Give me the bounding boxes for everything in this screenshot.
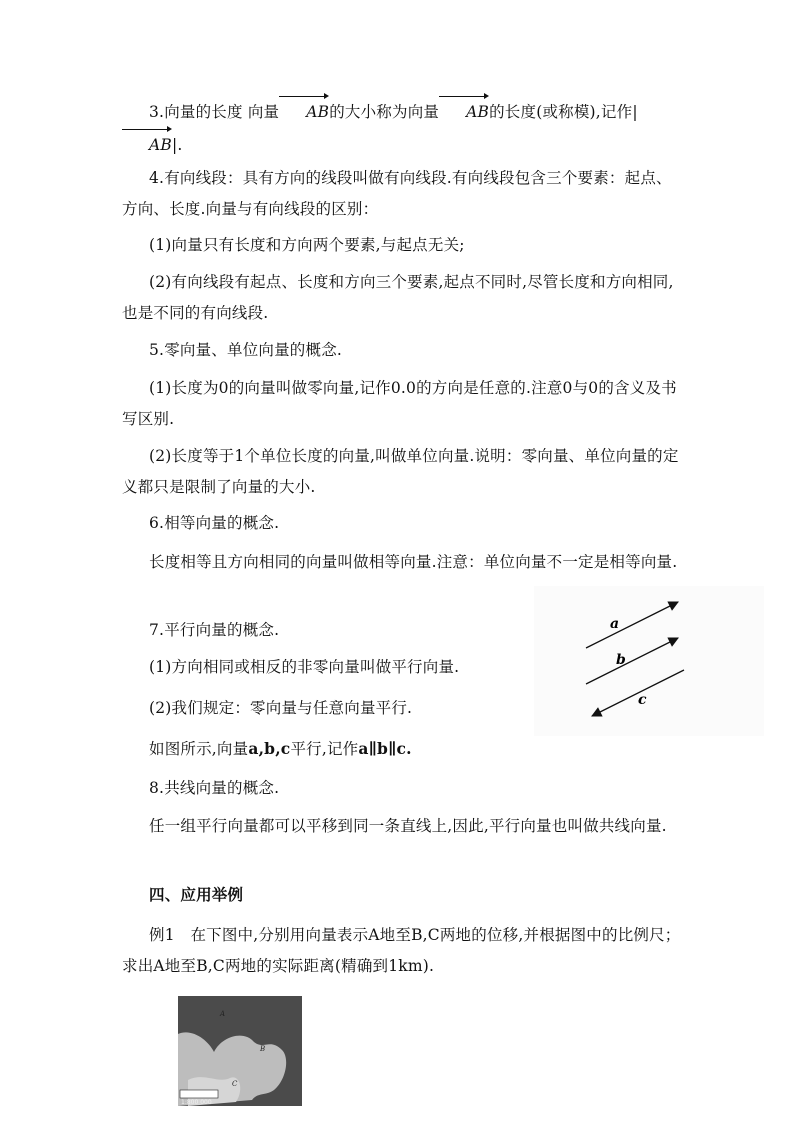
vector-ab: AB [279, 95, 329, 128]
map-scale-text: 1:800 000 [181, 1099, 212, 1106]
paragraph-zero-unit-title: 5.零向量、单位向量的概念. [149, 341, 343, 359]
paragraph-parallel-def: (1)方向相同或相反的非零向量叫做平行向量. [149, 658, 460, 676]
text: 3.向量的长度 向量 [149, 103, 280, 121]
vector-c-label: c [638, 692, 647, 708]
paragraph-equal-title: 6.相等向量的概念. [149, 514, 280, 532]
vector-b-label: b [616, 652, 626, 668]
paragraph-collinear-def: 任一组平行向量都可以平移到同一条直线上,因此,平行向量也叫做共线向量. [149, 817, 667, 835]
vector-a-label: a [610, 616, 620, 632]
paragraph-example-1: 例1 在下图中,分别用向量表示A地至B,C两地的位移,并根据图中的比例尺；求出A地至B,C两地的实际距离(精确到1km). [122, 926, 681, 975]
parallel-vectors-figure [534, 586, 764, 736]
text: 平行,记作 [290, 740, 359, 758]
section-heading-examples: 四、应用举例 [149, 886, 244, 904]
paragraph-zero-vector: (1)长度为0的向量叫做零向量,记作0.0的方向是任意的.注意0与0的含义及书写区别. [122, 379, 677, 428]
paragraph-difference-1: (1)向量只有长度和方向两个要素,与起点无关; [149, 236, 465, 254]
map-figure [178, 996, 302, 1106]
vector-a-arrow [586, 602, 678, 648]
text: 的长度(或称模),记作| [489, 103, 638, 121]
paragraph-vector-length [122, 95, 682, 161]
map-label-b: B [260, 1045, 266, 1053]
text: 的大小称为向量 [329, 103, 440, 121]
vector-ab: AB [439, 95, 489, 128]
paragraph-parallel-example [122, 733, 522, 765]
text: |. [171, 136, 183, 154]
paragraph-collinear-title: 8.共线向量的概念. [149, 779, 280, 797]
map-scale-bar [180, 1090, 218, 1098]
vector-b-arrow [586, 638, 678, 684]
vector-ab: AB [122, 128, 172, 161]
paragraph-difference-2: (2)有向线段有起点、长度和方向三个要素,起点不同时,尽管长度和方向相同,也是不同的有向线段. [122, 273, 674, 322]
vector-vars: a,b,c [248, 739, 291, 758]
paragraph-parallel-title: 7.平行向量的概念. [149, 621, 280, 639]
map-label-a: A [220, 1010, 226, 1018]
map-label-c: C [232, 1080, 238, 1088]
paragraph-unit-vector: (2)长度等于1个单位长度的向量,叫做单位向量.说明：零向量、单位向量的定义都只是限制了向量的大小. [122, 447, 679, 496]
paragraph-equal-vector: 长度相等且方向相同的向量叫做相等向量.注意：单位向量不一定是相等向量. [149, 553, 678, 571]
paragraph-parallel-rule: (2)我们规定：零向量与任意向量平行. [149, 699, 413, 717]
paragraph-directed-segment: 4.有向线段：具有方向的线段叫做有向线段.有向线段包含三个要素：起点、方向、长度.向量与有向线段的区别： [122, 169, 672, 218]
text: 如图所示,向量 [149, 740, 249, 758]
parallel-relation: a∥b∥c. [358, 739, 412, 758]
